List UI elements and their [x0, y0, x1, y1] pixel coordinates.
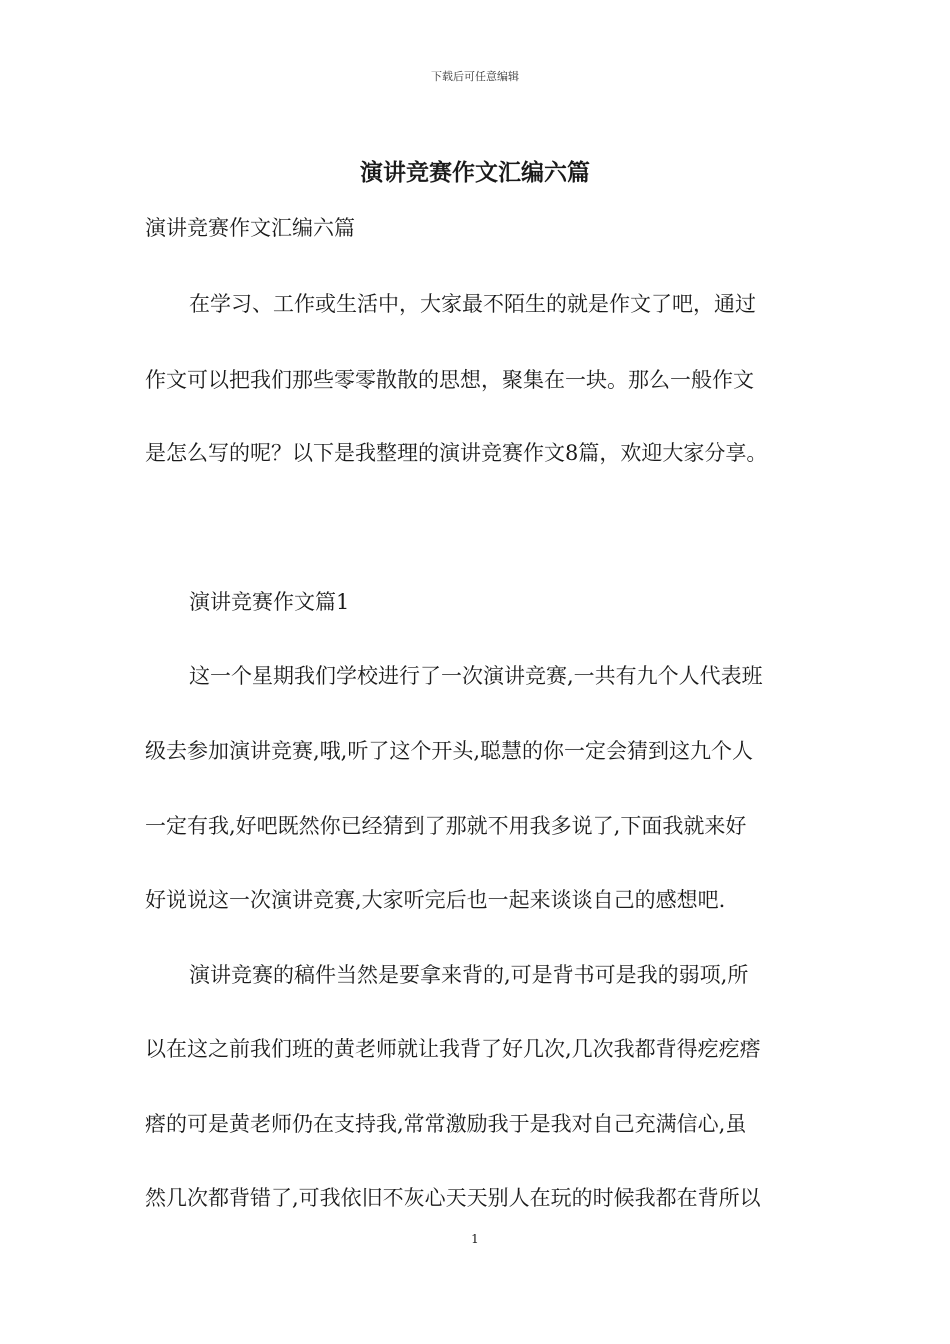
- intro-line-2: 作文可以把我们那些零零散散的思想，聚集在一块。那么一般作文: [145, 368, 754, 392]
- paragraph1-line-2: 级去参加演讲竞赛,哦,听了这个开头,聪慧的你一定会猜到这九个人: [145, 739, 754, 763]
- paragraph2-line-1: 演讲竞赛的稿件当然是要拿来背的,可是背书可是我的弱项,所: [189, 963, 749, 987]
- paragraph1-line-4: 好说说这一次演讲竞赛,大家听完后也一起来谈谈自己的感想吧.: [145, 888, 726, 912]
- document-title: 演讲竞赛作文汇编六篇: [360, 159, 590, 186]
- intro-line-3: 是怎么写的呢？以下是我整理的演讲竞赛作文8篇，欢迎大家分享。: [145, 441, 768, 465]
- paragraph2-line-2: 以在这之前我们班的黄老师就让我背了好几次,几次我都背得疙疙瘩: [145, 1037, 761, 1061]
- page-number: 1: [471, 1232, 479, 1246]
- document-subtitle: 演讲竞赛作文汇编六篇: [145, 216, 355, 240]
- paragraph2-line-4: 然几次都背错了,可我依旧不灰心天天别人在玩的时候我都在背所以: [145, 1186, 761, 1210]
- paragraph2-line-3: 瘩的可是黄老师仍在支持我,常常激励我于是我对自己充满信心,虽: [145, 1112, 747, 1136]
- header-note: 下载后可任意编辑: [431, 70, 519, 83]
- intro-line-1: 在学习、工作或生活中，大家最不陌生的就是作文了吧，通过: [189, 292, 756, 316]
- paragraph1-line-1: 这一个星期我们学校进行了一次演讲竞赛,一共有九个人代表班: [189, 664, 763, 688]
- section-heading: 演讲竞赛作文篇1: [189, 590, 350, 614]
- paragraph1-line-3: 一定有我,好吧既然你已经猜到了那就不用我多说了,下面我就来好: [145, 814, 747, 838]
